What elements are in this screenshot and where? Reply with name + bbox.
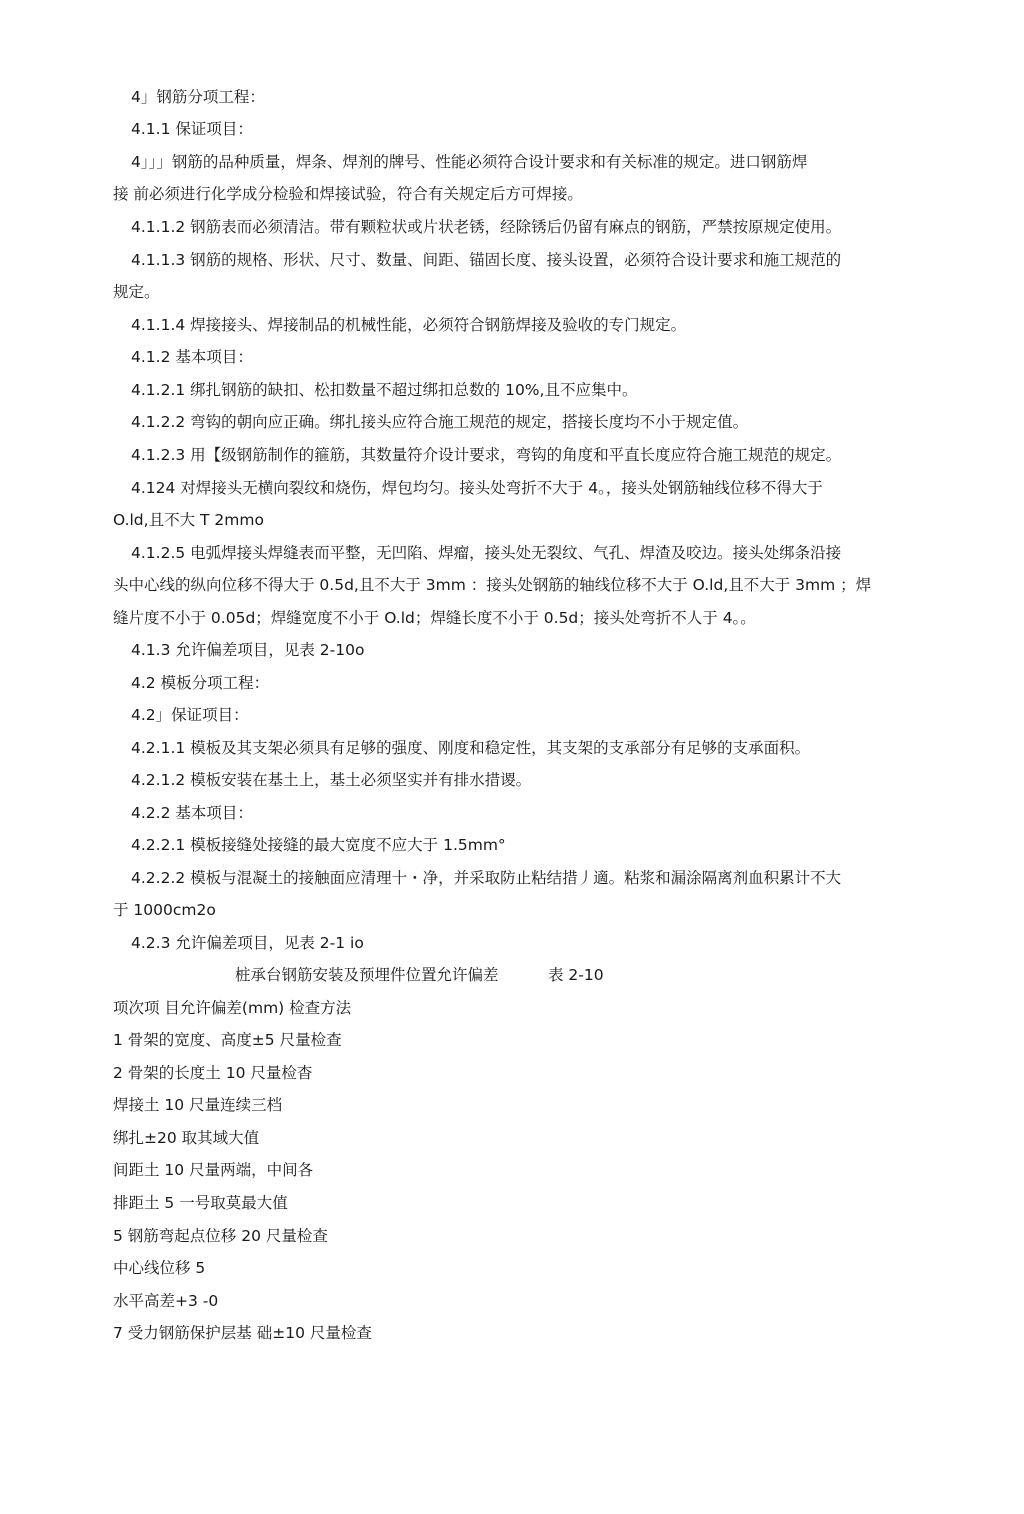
paragraph-line: 4.2.2.2 模板与混凝土的接触面应清理十・净，并采取防止粘结措丿適。粘浆和漏涂隔离剂血积累计不大 (131, 869, 842, 887)
table-header-line: 项次项 目允许偏差(mm) 检查方法 (113, 999, 352, 1017)
subheading-4-2-2: 4.2.2 基本项目： (131, 804, 253, 822)
paragraph-line: 头中心线的纵向位移不得大于 0.5d,且不大于 3mm ：接头处钢筋的轴线位移不大于 O.ld,且不大于 3mm ；焊 (113, 576, 872, 594)
paragraph-line: 4.1.2.1 绑扎钢筋的缺扣、松扣数量不超过绑扣总数的 10%,且不应集中。 (131, 381, 638, 399)
paragraph-line: 规定。 (113, 283, 160, 301)
table-number: 表 2-10 (548, 966, 604, 984)
table-row: 中心线位移 5 (113, 1259, 206, 1277)
table-row: 水平高差+3 -0 (113, 1292, 219, 1310)
paragraph-line: 4.2.3 允许偏差项目，见表 2-1 io (131, 934, 364, 952)
table-row: 绑扎±20 取其域大值 (113, 1129, 260, 1147)
paragraph-line: 4.1.1.4 焊接接头、焊接制品的机械性能，必须符合钢筋焊接及验收的专门规定。 (131, 316, 687, 334)
paragraph-line: 4.1.2.5 电弧焊接头焊缝表而平整，无凹陷、焊瘤，接头处无裂纹、气孔、焊渣及咬边。接头处绑条沿接 (131, 544, 842, 562)
paragraph-line: 缝片度不小于 0.05d；焊缝宽度不小于 O.ld；焊缝长度不小于 0.5d；接头处弯折不人于 4。。 (113, 609, 756, 627)
paragraph-line: 4.2.1.1 模板及其支架必须具有足够的强度、刚度和稳定性，其支架的支承部分有足够的支承面积。 (131, 739, 811, 757)
table-row: 1 骨架的宽度、高度±5 尺量检查 (113, 1031, 342, 1049)
paragraph-line: 4.1.1.3 钢筋的规格、形状、尺寸、数量、间距、锚固长度、接头设置，必须符合设计要求和施工规范的 (131, 251, 842, 269)
table-caption: 桩承台钢筋安装及预埋件位置允许偏差 (235, 966, 499, 984)
subheading-4-1-1: 4.1.1 保证项目： (131, 120, 253, 138)
table-row: 5 钢筋弯起点位移 20 尺量检查 (113, 1227, 328, 1245)
paragraph-line: 4.1.2.3 用【级钢筋制作的箍筋，其数量符介设计要求，弯钩的角度和平直长度应符合施工规范的规定。 (131, 446, 842, 464)
paragraph-line: O.ld,且不大 T 2mmo (113, 511, 264, 529)
table-row: 2 骨架的长度土 10 尺量检杳 (113, 1064, 313, 1082)
paragraph-line: 4.2.1.2 模板安装在基土上，基土必须坚实并有排水措谡。 (131, 771, 532, 789)
table-row: 7 受力钢筋保护层基 础±10 尺量检查 (113, 1324, 372, 1342)
subheading-4-1-2: 4.1.2 基本项目： (131, 348, 253, 366)
paragraph-line: 4.124 对焊接头无横向裂纹和烧伤，焊包均匀。接头处弯折不大于 4。，接头处钢筋轴线位移不得大于 (131, 479, 823, 497)
paragraph-line: 于 1000cm2o (113, 901, 216, 919)
paragraph-line: 4.1.1.2 钢筋表而必须清洁。带有颗粒状或片状老锈，经除锈后仍留有麻点的钢筋，严禁按原规定使用。 (131, 218, 842, 236)
table-row: 排距土 5 一号取莫最大值 (113, 1194, 288, 1212)
paragraph-line: 4.1.3 允许偏差项目，见表 2-10o (131, 641, 365, 659)
paragraph-line: 4.2.2.1 模板接缝处接缝的最大宽度不应大于 1.5mm° (131, 836, 506, 854)
paragraph-line: 4」」」钢筋的品种质量，焊条、焊剂的牌号、性能必须符合设计要求和有关标准的规定。进口钢筋焊 (131, 153, 808, 171)
section-heading-4-2: 4.2 模板分项工程： (131, 674, 270, 692)
table-row: 间距土 10 尺量两端，中间各 (113, 1161, 314, 1179)
paragraph-line: 接 前必须进行化学成分检验和焊接试验，符合有关规定后方可焊接。 (113, 185, 583, 203)
section-heading-4-1: 4」钢筋分项工程： (131, 88, 265, 106)
subheading-4-2-1: 4.2」保证项目： (131, 706, 249, 724)
paragraph-line: 4.1.2.2 弯钩的朝向应正确。绑扎接头应符合施工规范的规定，搭接长度均不小于规定值。 (131, 413, 749, 431)
table-row: 焊接土 10 尺量连续三档 (113, 1096, 283, 1114)
